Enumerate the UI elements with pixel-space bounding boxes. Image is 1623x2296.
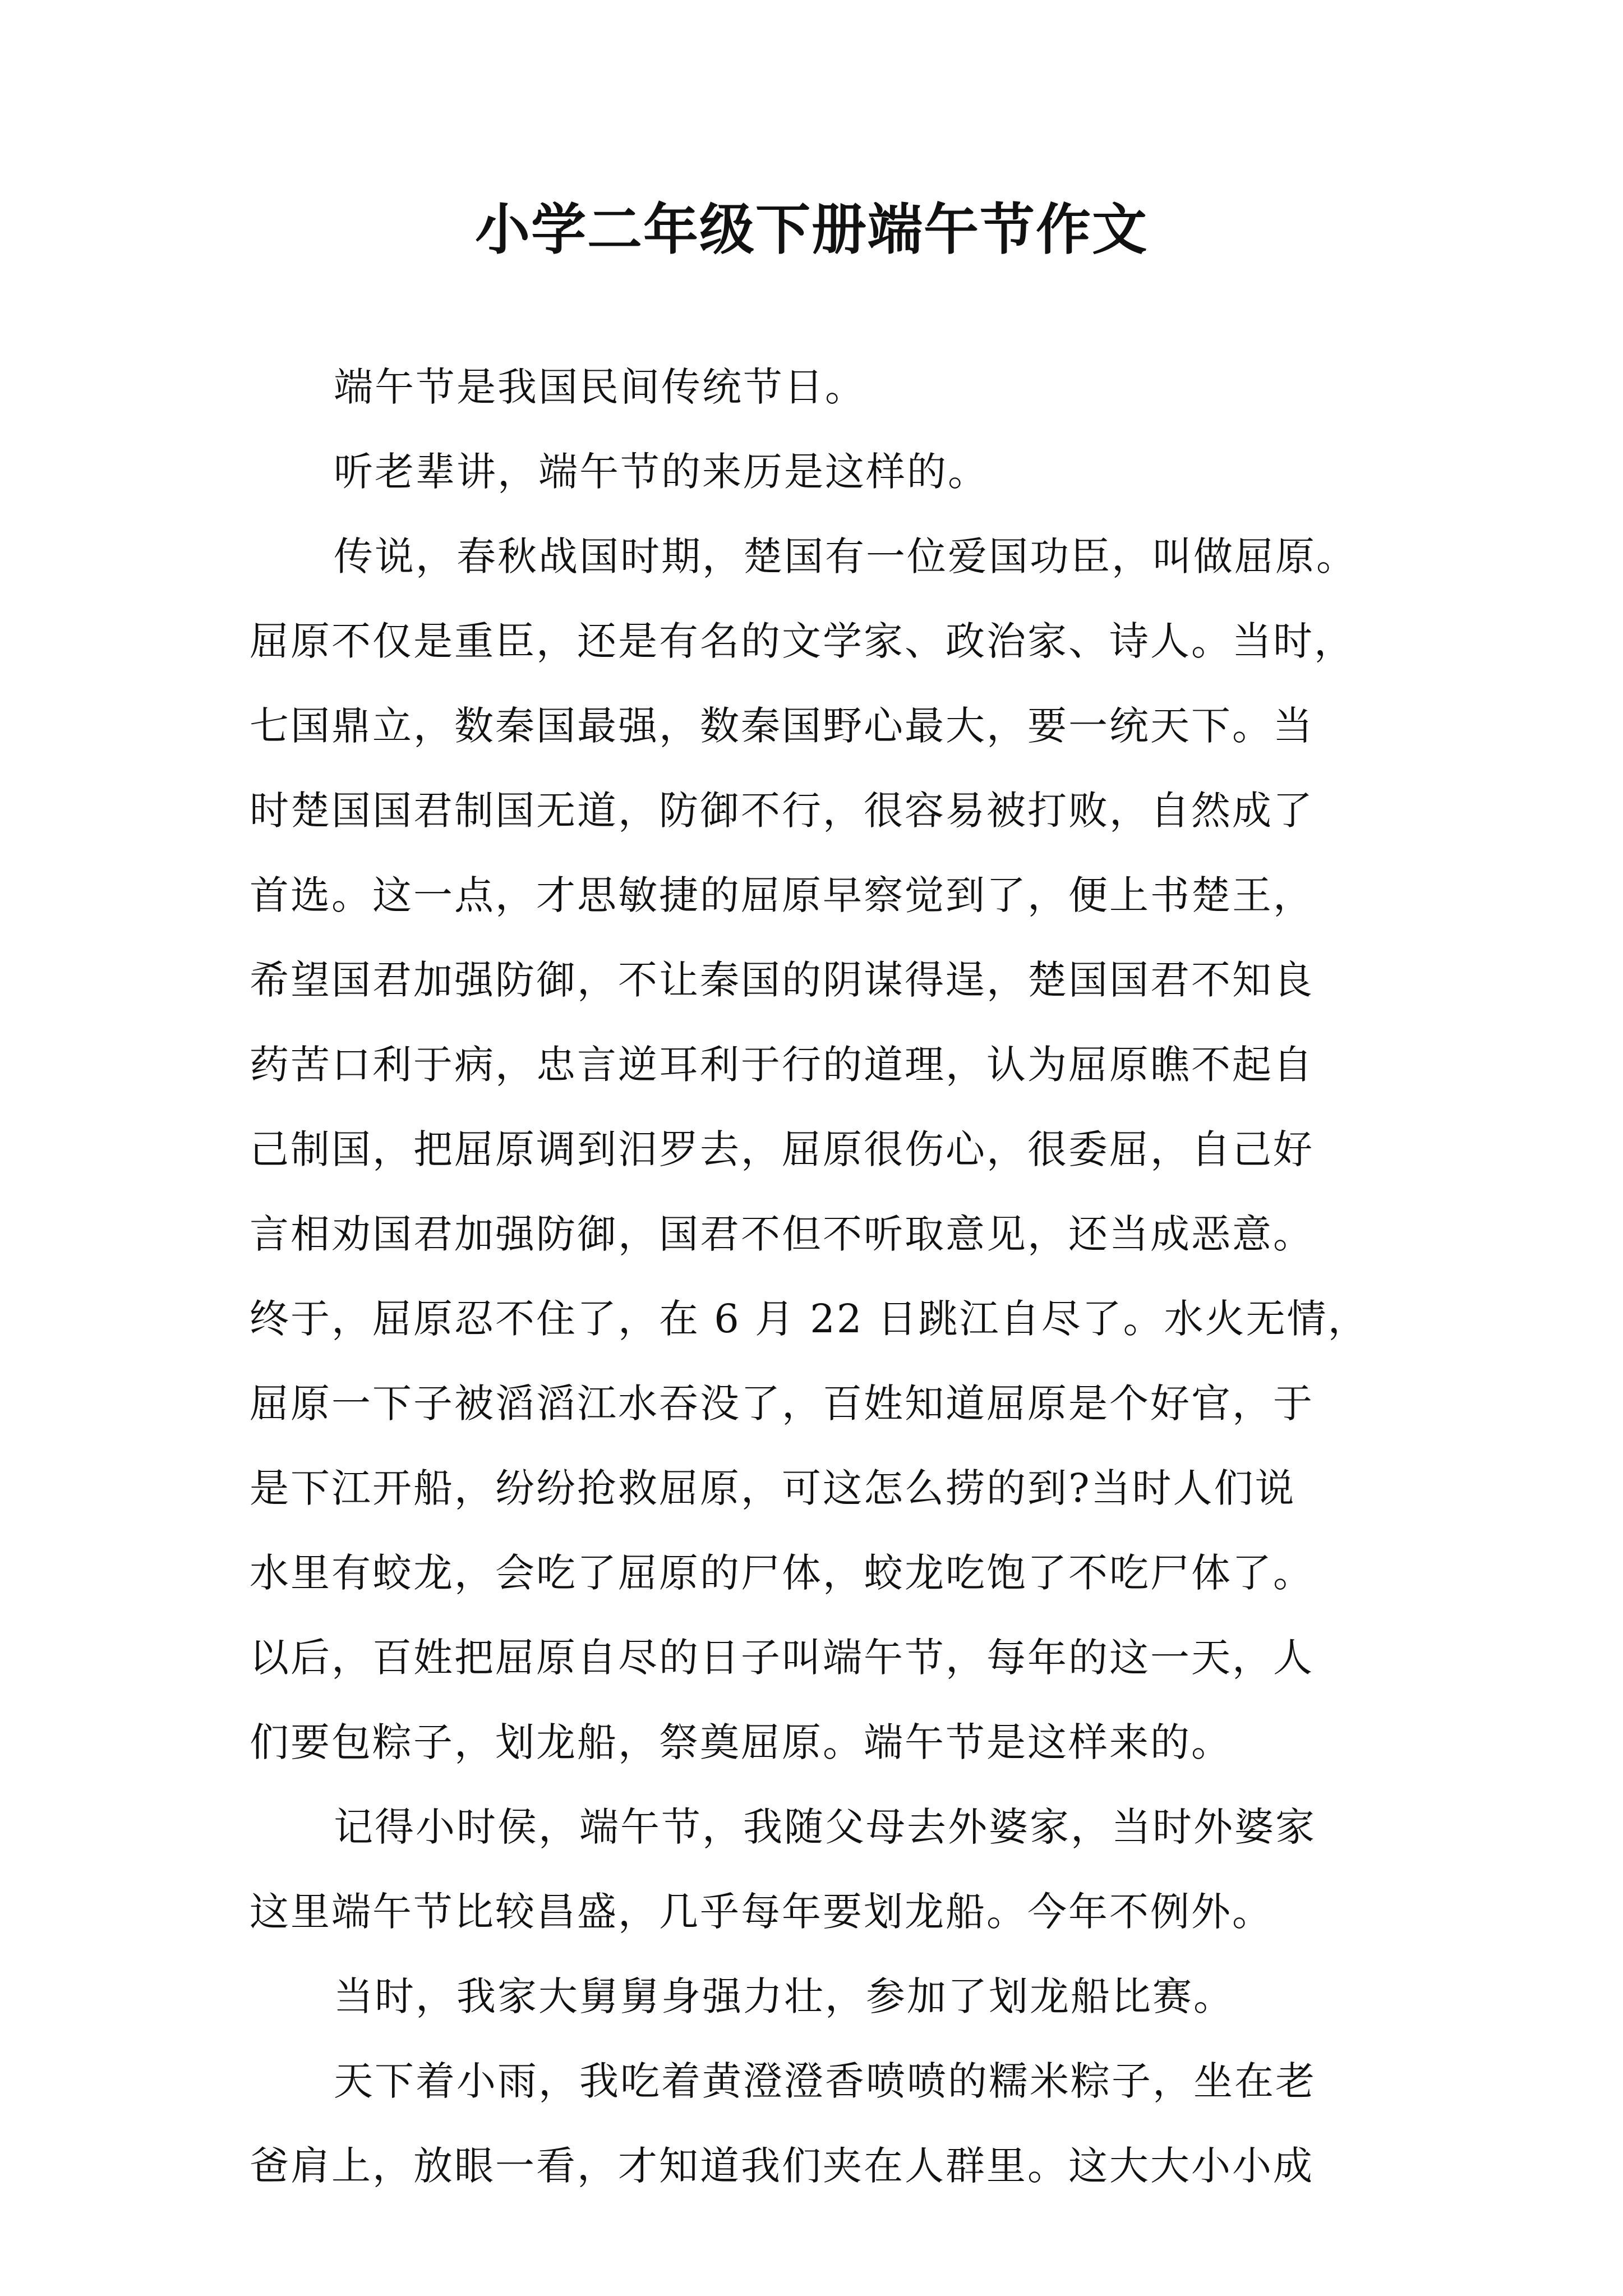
text-line: 当时，我家大舅舅身强力壮，参加了划龙船比赛。 [334,1973,1234,2019]
text-line: 时楚国国君制国无道，防御不行，很容易被打败，自然成了 [250,788,1314,834]
text-line: 终于，屈原忍不住了，在 6 月 22 日跳江自尽了。水火无情， [250,1296,1369,1342]
paragraph [250,2039,1394,2208]
text-line: 希望国君加强防御，不让秦国的阴谋得逞，楚国国君不知良 [250,957,1314,1003]
text-line: 首选。这一点，才思敏捷的屈原早察觉到了，便上书楚王， [250,872,1314,918]
text-line: 们要包粽子，划龙船，祭奠屈原。端午节是这样来的。 [250,1719,1232,1765]
text-line: 以后，百姓把屈原自尽的日子叫端午节，每年的这一天，人 [250,1635,1314,1681]
text-line: 是下江开船，纷纷抢救屈原，可这怎么捞的到?当时人们说 [250,1465,1296,1511]
document-body [250,345,1394,2208]
text-line: 屈原一下子被滔滔江水吞没了，百姓知道屈原是个好官，于 [250,1381,1314,1427]
text-line: 这里端午节比较昌盛，几乎每年要划龙船。今年不例外。 [250,1889,1273,1935]
text-line: 水里有蛟龙，会吃了屈原的尸体，蛟龙吃饱了不吃尸体了。 [250,1550,1314,1596]
paragraph [250,345,1394,430]
text-line: 药苦口利于病，忠言逆耳利于行的道理，认为屈原瞧不起自 [250,1042,1314,1088]
paragraph [250,1785,1394,1954]
paragraph [250,1954,1394,2039]
text-line: 屈原不仅是重臣，还是有名的文学家、政治家、诗人。当时， [250,618,1355,664]
paragraph [250,514,1394,1785]
text-line: 爸肩上，放眼一看，才知道我们夹在人群里。这大大小小成 [250,2143,1314,2189]
text-line: 记得小时侯，端午节，我随父母去外婆家，当时外婆家 [334,1804,1316,1850]
text-line: 言相劝国君加强防御，国君不但不听取意见，还当成恶意。 [250,1211,1314,1257]
document-title: 小学二年级下册端午节作文 [474,197,1148,262]
text-line: 七国鼎立，数秦国最强，数秦国野心最大，要一统天下。当 [250,703,1314,749]
text-line: 端午节是我国民间传统节日。 [334,364,866,410]
text-line: 传说，春秋战国时期，楚国有一位爱国功臣，叫做屈原。 [334,533,1357,579]
text-line: 天下着小雨，我吃着黄澄澄香喷喷的糯米粽子，坐在老 [334,2058,1316,2104]
paragraph [250,430,1394,514]
text-line: 听老辈讲，端午节的来历是这样的。 [334,449,989,495]
text-line: 己制国，把屈原调到汨罗去，屈原很伤心，很委屈，自己好 [250,1126,1314,1172]
